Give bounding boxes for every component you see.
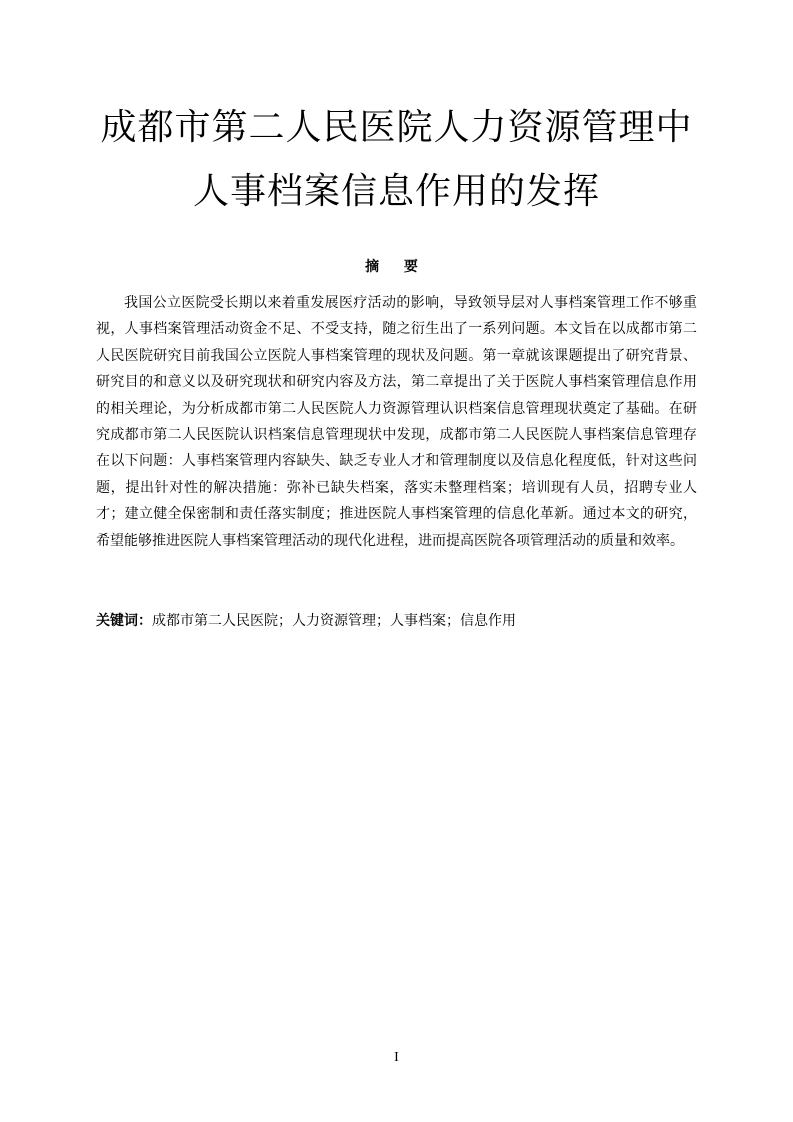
keywords-line [96,609,697,633]
abstract-body: 我国公立医院受长期以来着重发展医疗活动的影响，导致领导层对人事档案管理工作不够重视，人事档案管理活动资金不足、不受支持，随之衍生出了一系列问题。本文旨在以成都市第二人民医院研究目前我国公立医院人事档案管理的现状及问题。第一章就该课题提出了研究背景、研究目的和意义以及研究现状和研究内容及方法，第二章提出了关于医院人事档案管理信息作用的相关理论，为分析成都市第二人民医院人力资源管理认识档案信息管理现状奠定了基础。在研究成都市第二人民医院认识档案信息管理现状中发现，成都市第二人民医院人事档案信息管理存在以下问题：人事档案管理内容缺失、缺乏专业人才和管理制度以及信息化程度低，针对这些问题，提出针对性的解决措施：弥补已缺失档案，落实未整理档案；培训现有人员，招聘专业人才；建立健全保密制和责任落实制度；推进医院人事档案管理的信息化革新。通过本文的研究，希望能够推进医院人事档案管理活动的现代化进程，进而提高医院各项管理活动的质量和效率。 [96,295,697,549]
paper-title: 成都市第二人民医院人力资源管理中人事档案信息作用的发挥 [100,107,693,212]
keywords-list: 成都市第二人民医院；人力资源管理；人事档案；信息作用 [152,613,516,629]
abstract-heading: 摘 要 [365,259,428,275]
keywords-label: 关键词： [96,613,152,629]
page-number: I [394,1050,399,1065]
